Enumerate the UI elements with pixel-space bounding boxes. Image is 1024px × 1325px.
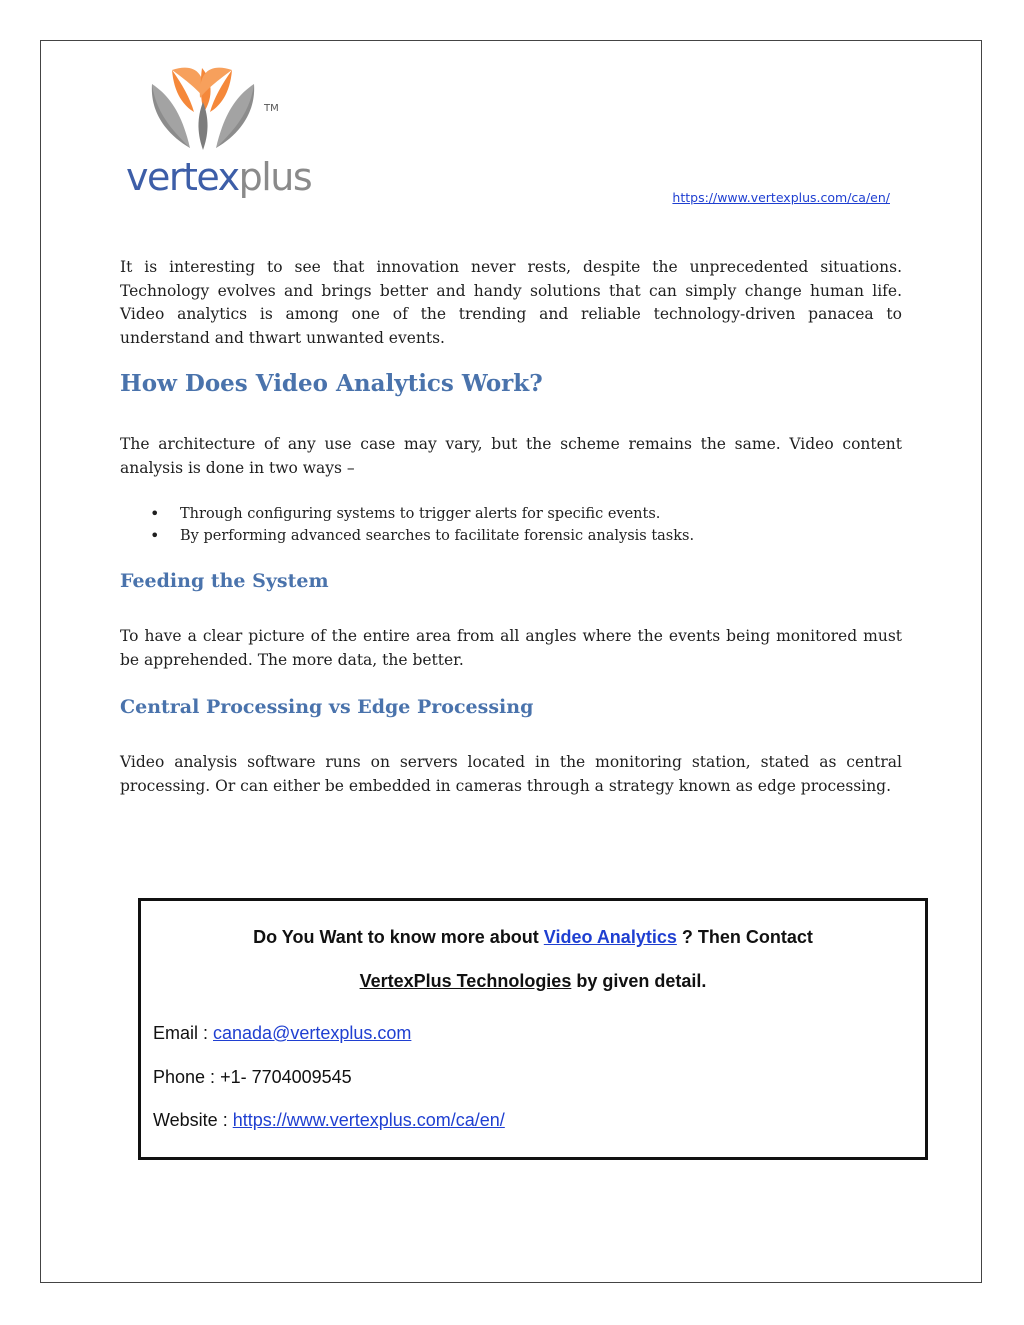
phone-value: +1- 7704009545	[220, 1067, 352, 1087]
company-suffix: by given detail.	[571, 971, 707, 991]
email-label: Email :	[153, 1023, 214, 1043]
email-row	[153, 1023, 411, 1044]
contact-cta-line	[141, 927, 925, 948]
heading-how-video-analytics-works: How Does Video Analytics Work?	[120, 370, 543, 397]
feeding-paragraph: To have a clear picture of the entire area from all angles where the events being monitored must be apprehended. The more data, the better.	[120, 627, 902, 669]
cta-prefix: Do You Want to know more about	[253, 927, 544, 947]
logo-trademark: TM	[264, 103, 279, 114]
list-item: • Through configuring systems to trigger alerts for specific events.	[120, 503, 880, 525]
phone-label: Phone :	[153, 1067, 221, 1087]
vertexplus-technologies-link[interactable]: VertexPlus Technologies	[359, 971, 572, 991]
website-row	[153, 1110, 505, 1131]
analysis-ways-list	[120, 503, 880, 547]
contact-box	[138, 898, 928, 1160]
list-item: • By performing advanced searches to facilitate forensic analysis tasks.	[120, 525, 880, 547]
intro-paragraph: It is interesting to see that innovation never rests, despite the unprecedented situations. Technology evolves and brings better and handy solutions that can simply change human life. Video analytics is among one of the trending and reliable technology-driven panacea to understand and thwart unwanted events.	[120, 258, 902, 347]
contact-company-line	[141, 971, 925, 992]
phone-row	[153, 1067, 352, 1088]
heading-feeding-the-system: Feeding the System	[120, 570, 329, 592]
email-link[interactable]: canada@vertexplus.com	[213, 1023, 412, 1043]
header-website-link[interactable]: https://www.vertexplus.com/ca/en/	[672, 190, 890, 205]
vertexplus-logo	[120, 62, 312, 202]
processing-paragraph: Video analysis software runs on servers located in the monitoring station, stated as central processing. Or can either be embedded in cameras through a strategy known as edge processing.	[120, 753, 902, 795]
logo-wordmark: vertexplus	[126, 155, 312, 199]
architecture-paragraph: The architecture of any use case may vary, but the scheme remains the same. Video content analysis is done in two ways –	[120, 435, 902, 477]
heading-central-vs-edge: Central Processing vs Edge Processing	[120, 696, 534, 718]
cta-suffix: ? Then Contact	[676, 927, 813, 947]
video-analytics-link[interactable]: Video Analytics	[543, 927, 677, 947]
website-label: Website :	[153, 1110, 233, 1130]
website-link[interactable]: https://www.vertexplus.com/ca/en/	[232, 1110, 505, 1130]
